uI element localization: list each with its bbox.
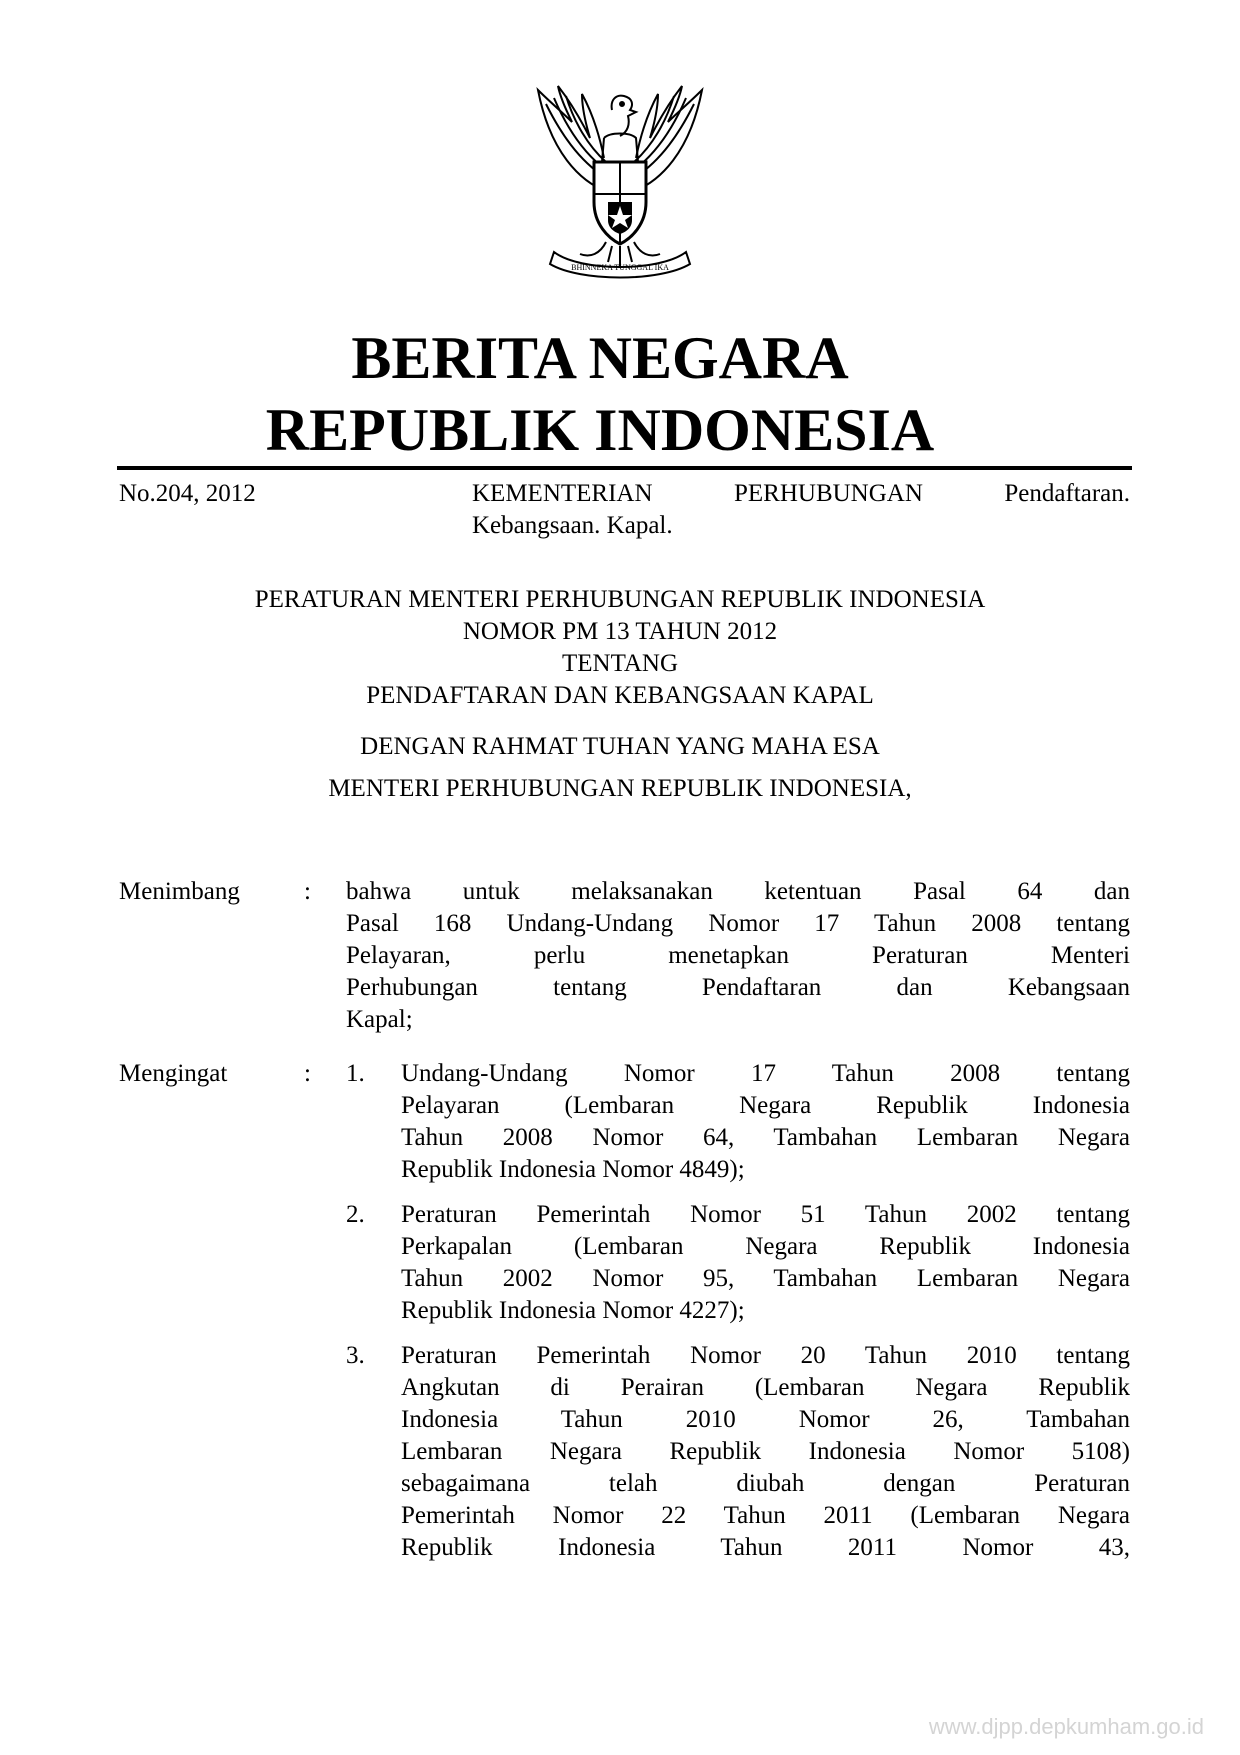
issue-subject-line: Kebangsaan. Kapal. — [472, 512, 673, 539]
mengingat-item-line: Tahun 2008 Nomor 64, Tambahan Lembaran Negara — [401, 1124, 1130, 1151]
menimbang-line: Pelayaran, perlu menetapkan Peraturan Menteri — [346, 942, 1130, 969]
issue-subject-line: KEMENTERIAN PERHUBUNGAN Pendaftaran. — [472, 480, 1130, 507]
mengingat-item-line: Republik Indonesia Tahun 2011 Nomor 43, — [401, 1534, 1130, 1561]
mengingat-item — [401, 1199, 1130, 1327]
menimbang-colon: : — [304, 878, 311, 905]
regulation-tentang: TENTANG — [561, 650, 679, 677]
mengingat-item-number: 3. — [346, 1342, 365, 1369]
mengingat-item-line: Peraturan Pemerintah Nomor 51 Tahun 2002 tentang — [401, 1201, 1130, 1228]
mengingat-item-line: Lembaran Negara Republik Indonesia Nomor 5108) — [401, 1438, 1130, 1465]
regulation-subject: PENDAFTARAN DAN KEBANGSAAN KAPAL — [366, 682, 874, 709]
mengingat-item — [401, 1058, 1130, 1186]
mengingat-colon: : — [304, 1060, 311, 1087]
masthead-title: BERITA NEGARA — [351, 325, 849, 391]
masthead-subtitle: REPUBLIK INDONESIA — [265, 397, 935, 463]
regulation-number: NOMOR PM 13 TAHUN 2012 — [462, 618, 778, 645]
mengingat-item-line: Indonesia Tahun 2010 Nomor 26, Tambahan — [401, 1406, 1130, 1433]
mengingat-item-line: Perkapalan (Lembaran Negara Republik Indonesia — [401, 1233, 1130, 1260]
regulation-title-line: PERATURAN MENTERI PERHUBUNGAN REPUBLIK INDONESIA — [254, 586, 986, 613]
mengingat-item-line: Pelayaran (Lembaran Negara Republik Indonesia — [401, 1092, 1130, 1119]
mengingat-label: Mengingat — [119, 1060, 228, 1087]
opening-invocation: DENGAN RAHMAT TUHAN YANG MAHA ESA — [360, 733, 880, 760]
menimbang-line: Perhubungan tentang Pendaftaran dan Kebangsaan — [346, 974, 1130, 1001]
mengingat-item — [401, 1340, 1130, 1564]
mengingat-item-line: Republik Indonesia Nomor 4227); — [401, 1297, 745, 1324]
mengingat-item-line: Tahun 2002 Nomor 95, Tambahan Lembaran Negara — [401, 1265, 1130, 1292]
menimbang-text — [346, 876, 1130, 1036]
menimbang-line: bahwa untuk melaksanakan ketentuan Pasal 64 dan — [346, 878, 1130, 905]
mengingat-item-line: Undang-Undang Nomor 17 Tahun 2008 tentang — [401, 1060, 1130, 1087]
menimbang-line: Pasal 168 Undang-Undang Nomor 17 Tahun 2008 tentang — [346, 910, 1130, 937]
emblem-motto: BHINNEKA TUNGGAL IKA — [571, 263, 669, 272]
menimbang-label: Menimbang — [119, 878, 240, 905]
menimbang-line: Kapal; — [346, 1006, 413, 1033]
mengingat-item-line: Angkutan di Perairan (Lembaran Negara Republik — [401, 1374, 1130, 1401]
mengingat-item-line: Pemerintah Nomor 22 Tahun 2011 (Lembaran Negara — [401, 1502, 1130, 1529]
issue-subject — [472, 478, 1130, 542]
masthead-divider — [117, 466, 1132, 470]
garuda-pancasila-emblem-icon — [520, 82, 720, 302]
mengingat-item-number: 2. — [346, 1201, 365, 1228]
opening-minister: MENTERI PERHUBUNGAN REPUBLIK INDONESIA, — [328, 775, 912, 802]
mengingat-item-line: sebagaimana telah diubah dengan Peraturan — [401, 1470, 1130, 1497]
mengingat-item-line: Peraturan Pemerintah Nomor 20 Tahun 2010 tentang — [401, 1342, 1130, 1369]
mengingat-item-number: 1. — [346, 1060, 365, 1087]
mengingat-item-line: Republik Indonesia Nomor 4849); — [401, 1156, 745, 1183]
issue-number: No.204, 2012 — [119, 480, 256, 507]
website-watermark: www.djpp.depkumham.go.id — [928, 1714, 1204, 1739]
